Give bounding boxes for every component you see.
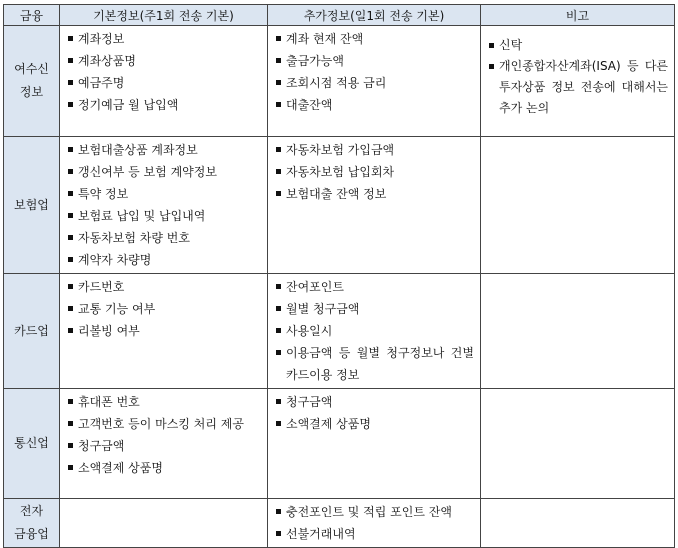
sector-cell — [4, 499, 60, 548]
basic-info-cell — [60, 26, 268, 137]
list-item: 계좌 현재 잔액 — [274, 28, 474, 50]
list-item: 특약 정보 — [66, 183, 261, 205]
header-note: 비고 — [481, 5, 675, 26]
list-item: 예금주명 — [66, 72, 261, 94]
additional-info-cell — [268, 26, 481, 137]
sector-cell — [4, 274, 60, 389]
list-item: 휴대폰 번호 — [66, 391, 261, 413]
header-additional-info: 추가정보(일1회 전송 기본) — [268, 5, 481, 26]
list-item: 잔여포인트 — [274, 276, 474, 298]
data-sharing-table — [3, 4, 675, 548]
sector-label: 전자 금융업 — [14, 504, 49, 541]
list-item: 충전포인트 및 적립 포인트 잔액 — [274, 501, 474, 523]
list-item: 보험대출 잔액 정보 — [274, 183, 474, 205]
list-item: 계약자 차량명 — [66, 249, 261, 271]
note-cell — [481, 274, 675, 389]
note-cell — [481, 137, 675, 274]
list-item: 월별 청구금액 — [274, 298, 474, 320]
list-item: 교통 기능 여부 — [66, 298, 261, 320]
list-item: 이용금액 등 월별 청구정보나 건별 카드이용 정보 — [274, 342, 474, 386]
basic-info-cell — [60, 499, 268, 548]
list-item: 계좌정보 — [66, 28, 261, 50]
basic-info-cell — [60, 137, 268, 274]
header-sector: 금융 — [4, 5, 60, 26]
list-item: 신탁 — [487, 35, 668, 56]
basic-info-cell — [60, 274, 268, 389]
list-item: 소액결제 상품명 — [66, 457, 261, 479]
list-item: 청구금액 — [66, 435, 261, 457]
header-row — [4, 5, 675, 26]
list-item: 개인종합자산계좌(ISA) 등 다른 투자상품 정보 전송에 대해서는 추가 논의 — [487, 56, 668, 119]
table-row — [4, 26, 675, 137]
list-item: 청구금액 — [274, 391, 474, 413]
list-item: 출금가능액 — [274, 50, 474, 72]
list-item: 보험대출상품 계좌정보 — [66, 139, 261, 161]
list-item: 보험료 납입 및 납입내역 — [66, 205, 261, 227]
sector-cell — [4, 137, 60, 274]
basic-info-cell — [60, 389, 268, 499]
list-item: 사용일시 — [274, 320, 474, 342]
list-item: 리볼빙 여부 — [66, 320, 261, 342]
list-item: 소액결제 상품명 — [274, 413, 474, 435]
table-row — [4, 499, 675, 548]
additional-info-cell — [268, 389, 481, 499]
table-row — [4, 274, 675, 389]
header-basic-info: 기본정보(주1회 전송 기본) — [60, 5, 268, 26]
sector-label: 보험업 — [14, 197, 49, 212]
list-item: 계좌상품명 — [66, 50, 261, 72]
list-item: 정기예금 월 납입액 — [66, 94, 261, 116]
table-row — [4, 389, 675, 499]
list-item: 대출잔액 — [274, 94, 474, 116]
sector-label: 통신업 — [14, 436, 49, 450]
data-sharing-table-container — [3, 4, 675, 548]
sector-cell — [4, 389, 60, 499]
note-cell — [481, 26, 675, 137]
list-item: 자동차보험 차량 번호 — [66, 227, 261, 249]
additional-info-cell — [268, 137, 481, 274]
table-row — [4, 137, 675, 274]
note-cell — [481, 499, 675, 548]
list-item: 선불거래내역 — [274, 523, 474, 545]
list-item: 고객번호 등이 마스킹 처리 제공 — [66, 413, 261, 435]
sector-cell — [4, 26, 60, 137]
list-item: 카드번호 — [66, 276, 261, 298]
list-item: 자동차보험 가입금액 — [274, 139, 474, 161]
sector-label: 카드업 — [14, 323, 49, 338]
note-cell — [481, 389, 675, 499]
sector-label: 여수신 정보 — [14, 62, 49, 99]
list-item: 갱신여부 등 보험 계약정보 — [66, 161, 261, 183]
additional-info-cell — [268, 499, 481, 548]
additional-info-cell — [268, 274, 481, 389]
list-item: 자동차보험 납입회차 — [274, 161, 474, 183]
list-item: 조회시점 적용 금리 — [274, 72, 474, 94]
